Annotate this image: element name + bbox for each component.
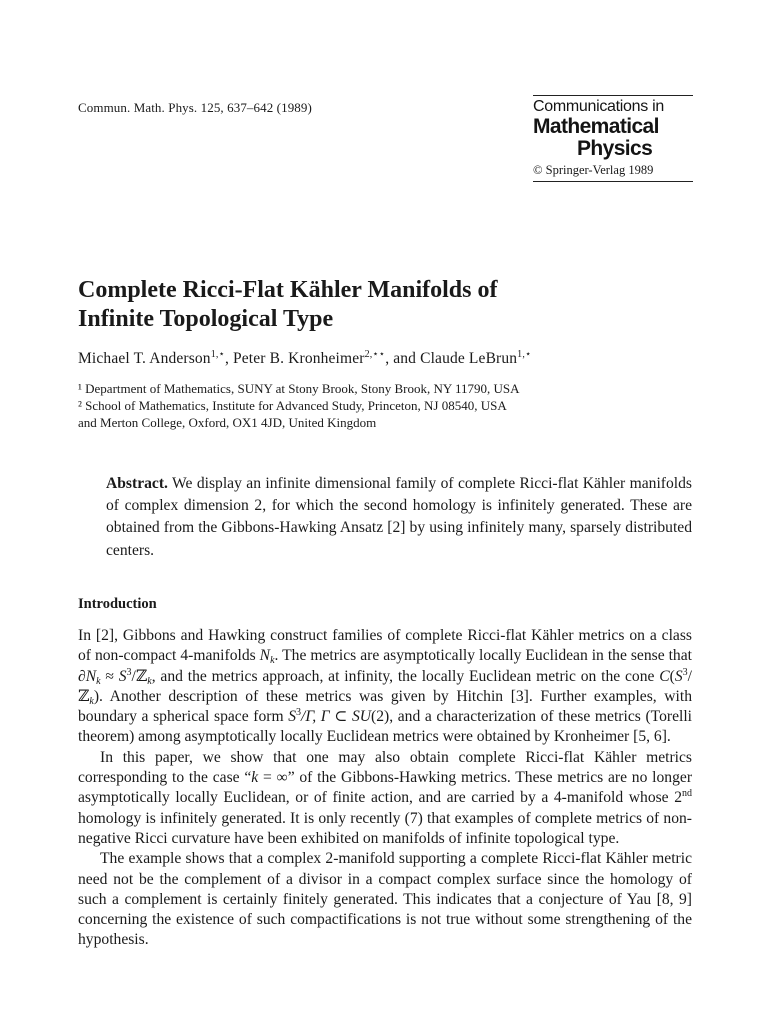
math-symbol: S — [674, 667, 683, 685]
math-symbol: S — [288, 708, 297, 726]
math-symbol: N — [259, 647, 271, 665]
author-footnote-mark: 1,⋆ — [210, 349, 225, 360]
abstract — [106, 473, 692, 562]
affiliation-line: ¹ Department of Mathematics, SUNY at Stony Brook, Stony Brook, NY 11790, USA — [78, 381, 520, 396]
author-name: Claude LeBrun — [420, 350, 518, 367]
section-heading: Introduction — [78, 596, 157, 612]
body-text — [78, 626, 692, 951]
math-superscript: 3 — [682, 666, 688, 678]
affiliations — [78, 380, 520, 431]
text-run: ” of the Gibbons-Hawking metrics. These metrics are no longer asymptotically locally Euclidean, or of finite action, and are carried by a 4-manifold whose 2 — [78, 769, 693, 807]
text-run: homology is infinitely generated. It is only recently (7) that examples of complete metrics of non-negative Ricci curvature have been exhibited on manifolds of infinite topological type. — [78, 809, 692, 847]
title-line-2: Infinite Topological Type — [78, 306, 334, 332]
author-name: Michael T. Anderson — [78, 350, 211, 367]
text-run: , and a characterization of these metrics (Torelli theorem) among asymptotically locally Euclidean metrics were obtained by Kronheimer [5, 6]. — [78, 708, 692, 746]
math-superscript: 3 — [126, 666, 132, 678]
math-subscript: k — [270, 655, 275, 667]
abstract-label: Abstract. — [106, 475, 168, 492]
ordinal-superscript: nd — [682, 788, 692, 800]
math-symbol: C — [659, 667, 670, 685]
author-name: Peter B. Kronheimer — [233, 350, 365, 367]
text-run: . Another description of these metrics was given by Hitchin [3]. Further examples, with boundary a spherical space form — [78, 687, 692, 726]
title-line-1: Complete Ricci-Flat Kähler Manifolds of — [78, 277, 498, 303]
math-symbol: (2) — [371, 708, 390, 726]
text-run: In [2], Gibbons and Hawking construct families of complete Ricci-flat Kähler metrics on a class of non-compact 4-manifolds — [78, 627, 692, 665]
author-separator: , and — [385, 350, 421, 367]
math-paren: ) — [93, 687, 100, 705]
paper-title — [78, 276, 698, 334]
journal-citation: Commun. Math. Phys. 125, 637–642 (1989) — [78, 100, 312, 115]
copyright-notice: © Springer-Verlag 1989 — [533, 163, 693, 182]
author-footnote-mark: 2,⋆⋆ — [364, 349, 386, 360]
math-symbol: S — [118, 667, 127, 685]
text-run: . The metrics are asymptotically locally Euclidean in the sense that — [274, 647, 692, 665]
math-subscript: k — [96, 675, 101, 687]
paragraph — [78, 626, 692, 748]
affiliation-line: and Merton College, Oxford, OX1 4JD, United Kingdom — [78, 415, 377, 430]
math-symbol: /ℤ — [78, 667, 692, 705]
journal-name-line3: Physics — [577, 137, 653, 160]
math-paren: ( — [669, 667, 675, 685]
text-run: In this paper, we show that one may also obtain complete Ricci-flat Kähler metrics corresponding to the case “ — [78, 748, 692, 787]
math-operator: = ∞ — [258, 769, 288, 787]
abstract-text: We display an infinite dimensional family of complete Ricci-flat Kähler manifolds of complex dimension 2, for which the second homology is infinitely generated. These are obtained from the Gibbons-Hawking Ansatz [2] by using infinitely many, sparsely distributed centers. — [106, 475, 692, 559]
math-symbol: k — [251, 769, 259, 787]
math-symbol: /ℤ — [131, 667, 148, 685]
math-subscript: k — [89, 695, 94, 707]
paragraph: The example shows that a complex 2-manifold supporting a complete Ricci-flat Kähler metric need not be the complement of a divisor in a compact complex surface since the homology of such a complement is certainly finitely generated. This indicates that a conjecture of Yau [8, 9] concerning the existence of such compactifications is not true without some strengthening of the hypothesis. — [78, 850, 692, 949]
math-subscript: k — [147, 675, 152, 687]
journal-name-line2: Mathematical — [533, 115, 659, 138]
math-operator: ≈ — [100, 667, 119, 685]
author-list — [78, 350, 531, 368]
journal-logo — [533, 95, 693, 182]
journal-name-line1: Communications in — [533, 98, 664, 115]
journal-name — [533, 95, 693, 160]
author-separator: , — [224, 350, 233, 367]
text-run: , and the metrics approach, at infinity, the locally Euclidean metric on the cone — [151, 667, 660, 685]
affiliation-line: ² School of Mathematics, Institute for Advanced Study, Princeton, NJ 08540, USA — [78, 398, 507, 413]
math-symbol: ∂N — [78, 667, 97, 685]
paragraph — [78, 748, 692, 849]
math-superscript: 3 — [296, 707, 302, 719]
math-symbol: /Γ, Γ ⊂ SU — [301, 708, 372, 726]
author-footnote-mark: 1,⋆ — [517, 349, 532, 360]
